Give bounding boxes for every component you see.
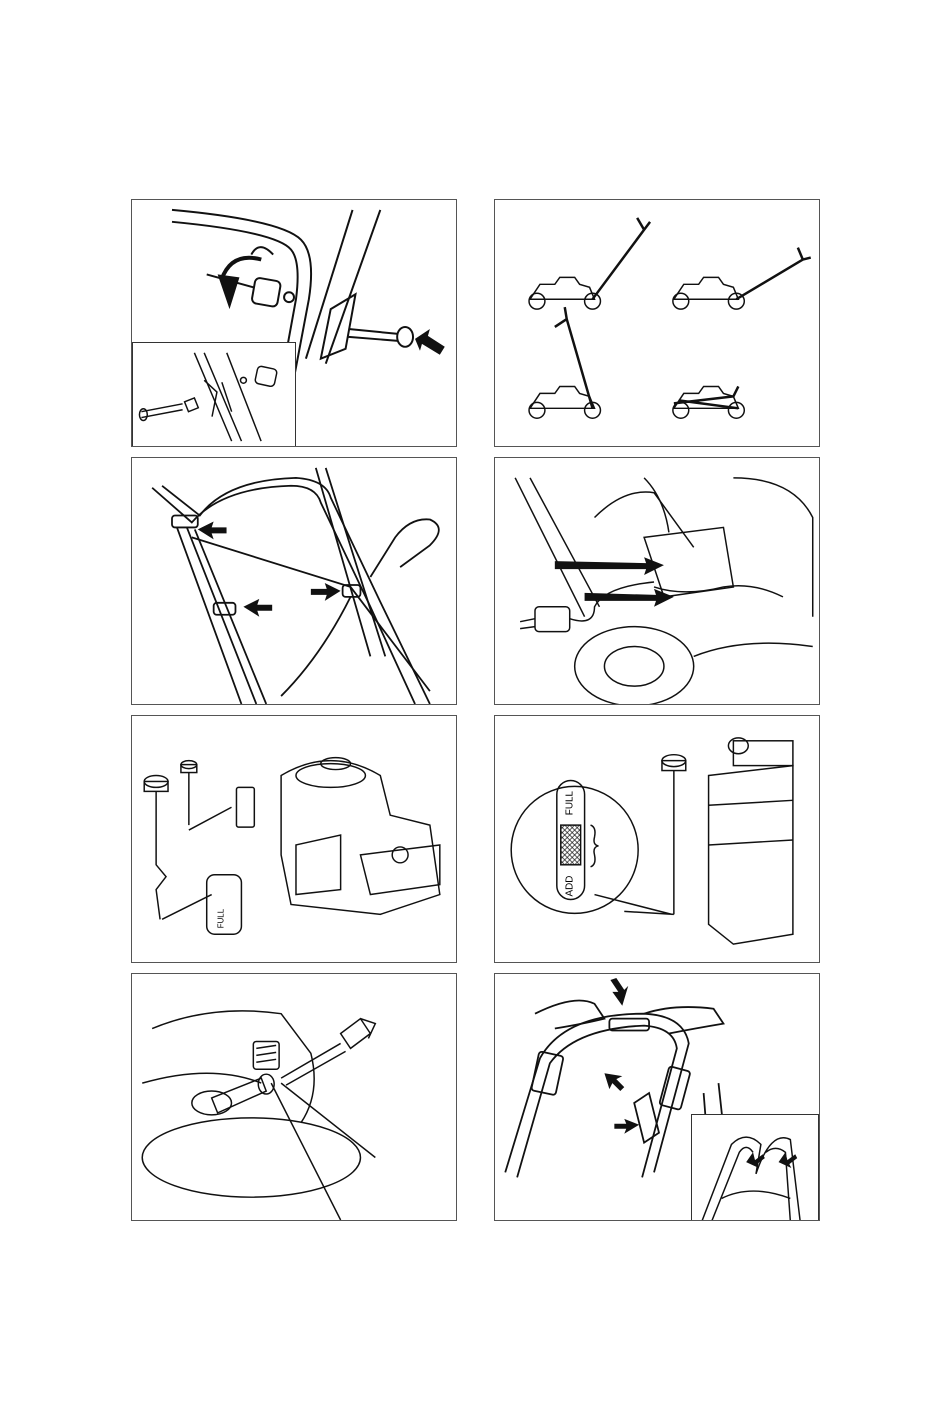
arrow-icon	[311, 583, 341, 601]
arrow-icon	[555, 557, 664, 575]
arrow-icon	[604, 1073, 624, 1091]
oil-drain-illustration	[132, 974, 456, 1220]
inset-handle-illustration	[692, 1115, 818, 1221]
rotate-arrow-head-icon	[218, 274, 240, 309]
panel-handle-controls	[494, 973, 820, 1221]
oil-dipsticks-illustration	[132, 716, 456, 962]
inset-handle-grips	[691, 1114, 819, 1221]
dipstick-full-label: FULL	[216, 908, 226, 929]
panel-handle-heights	[494, 199, 820, 447]
panel-oil-dipsticks	[131, 715, 457, 963]
panel-cable-clips	[131, 457, 457, 705]
dipstick-full-text: FULL	[564, 790, 576, 816]
dipstick-levels-illustration	[495, 716, 819, 962]
arrow-icon	[243, 599, 272, 617]
panel-dipstick-levels	[494, 715, 820, 963]
inset-bolt-illustration	[133, 343, 295, 447]
arrow-icon	[779, 1152, 798, 1168]
panel-battery-charging	[494, 457, 820, 705]
arrow-icon	[610, 978, 628, 1006]
panel-handle-bolt-assembly	[131, 199, 457, 447]
insert-arrow-icon	[415, 329, 445, 355]
inset-bolt-detail	[132, 342, 296, 447]
battery-charging-illustration	[495, 458, 819, 704]
arrow-icon	[614, 1119, 639, 1134]
arrow-icon	[198, 521, 227, 539]
arrow-icon	[746, 1152, 765, 1168]
panel-oil-drain	[131, 973, 457, 1221]
handle-heights-illustration	[495, 200, 819, 446]
cable-clips-illustration	[132, 458, 456, 704]
dipstick-add-text: ADD	[564, 875, 576, 897]
